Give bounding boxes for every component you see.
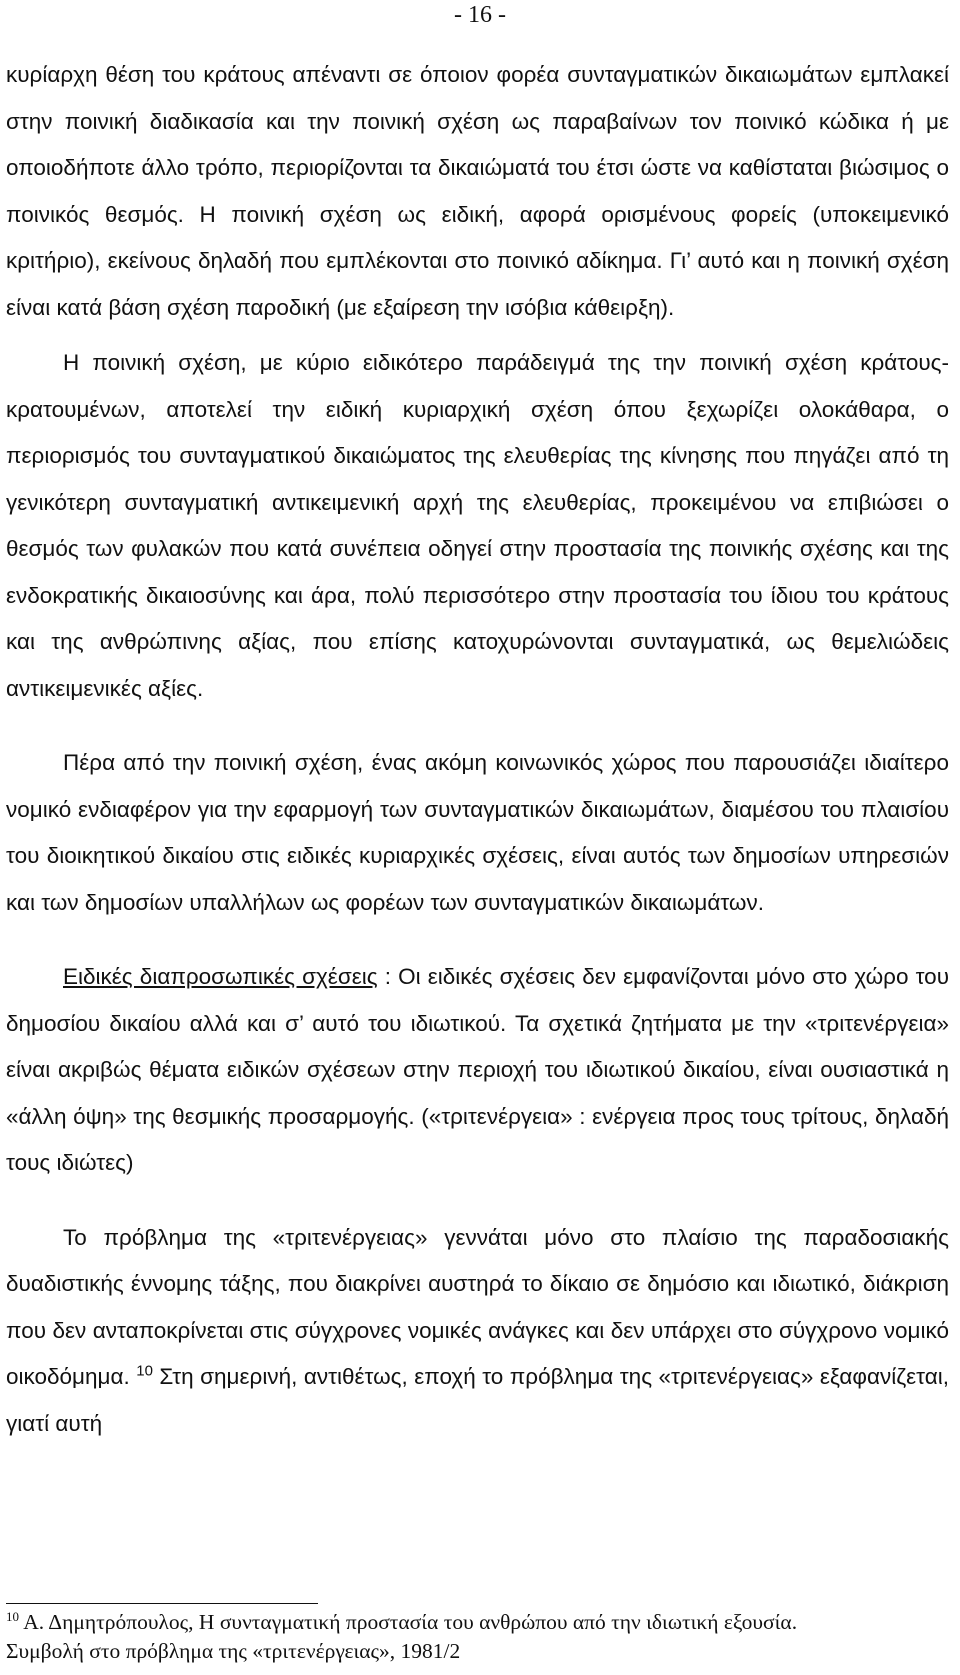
- footnote-mark: 10: [6, 1608, 19, 1624]
- footnote-divider: [6, 1603, 318, 1604]
- paragraph-5: [6, 1215, 949, 1448]
- paragraph-5-text-end: Στη σημερινή, αντιθέτως, εποχή το πρόβλημα της «τριτενέργειας» εξαφανίζεται, γιατί αυτή: [6, 1364, 949, 1436]
- paragraph-3: Πέρα από την ποινική σχέση, ένας ακόμη κοινωνικός χώρος που παρουσιάζει ιδιαίτερο νομικό ενδιαφέρον για την εφαρμογή των συνταγματικών δικαιωμάτων, διαμέσου του πλαισίου του διοικητικού δικαίου στις ειδικές κυριαρχικές σχέσεις, είναι αυτός των δημοσίων υπηρεσιών και των δημοσίων υπαλλήλων ως φορέων των συνταγματικών δικαιωμάτων.: [6, 750, 949, 915]
- paragraph-2: Η ποινική σχέση, με κύριο ειδικότερο παράδειγμά της την ποινική σχέση κράτους-κρατουμένων, αποτελεί την ειδική κυριαρχική σχέση όπου ξεχωρίζει ολοκάθαρα, ο περιορισμός του συνταγματικού δικαιώματος της ελευθερίας της κίνησης που πηγάζει από τη γενικότερη συνταγματική αντικειμενική αρχή της ελευθερίας, προκειμένου να επιβιώσει ο θεσμός των φυλακών που κατά συνέπεια οδηγεί στην προστασία της ποινικής σχέσης και της ενδοκρατικής δικαιοσύνης και άρα, πολύ περισσότερο στην προστασία του ίδιου του κράτους και της ανθρώπινης αξίας, που επίσης κατοχυρώνονται συνταγματικά, ως θεμελιώδεις αντικειμενικές αξίες.: [6, 350, 949, 701]
- paragraph-4-text: : Οι ειδικές σχέσεις δεν εμφανίζονται μόνο στο χώρο του δημοσίου δικαίου αλλά και σ’ αυτό του ιδιωτικού. Τα σχετικά ζητήματα με την «τριτενέργεια» είναι ακριβώς θέματα ειδικών σχέσεων στην περιοχή του ιδιωτικού δικαίου, είναι ουσιαστικά η «άλλη όψη» της θεσμικής προσαρμογής. («τριτενέργεια» : ενέργεια προς τους τρίτους, δηλαδή τους ιδιώτες): [6, 964, 949, 1175]
- paragraph-4: [6, 954, 949, 1187]
- footnote-text: Α. Δημητρόπουλος, Η συνταγματική προστασία του ανθρώπου από την ιδιωτική εξουσία. Συμβολή στο πρόβλημα της «τριτενέργειας», 1981/2: [6, 1610, 798, 1663]
- page-number: - 16 -: [454, 2, 506, 28]
- section-heading: Ειδικές διαπροσωπικές σχέσεις: [63, 964, 378, 989]
- footnote-reference[interactable]: 10: [136, 1362, 153, 1380]
- paragraph-5-text-start: Το πρόβλημα της «τριτενέργειας» γεννάται μόνο στο πλαίσιο της παραδοσιακής δυαδιστικής έννομης τάξης, που διακρίνει αυστηρά το δίκαιο σε δημόσιο και ιδιωτικό, διάκριση που δεν ανταποκρίνεται στις σύγχρονες νομικές ανάγκες και δεν υπάρχει στο σύγχρονο νομικό οικοδόμημα.: [6, 1224, 949, 1389]
- footnote: [6, 1608, 866, 1666]
- paragraph-1: κυρίαρχη θέση του κράτους απέναντι σε όποιον φορέα συνταγματικών δικαιωμάτων εμπλακεί στην ποινική διαδικασία και την ποινική σχέση ως παραβαίνων τον ποινικό κώδικα ή με οποιοδήποτε άλλο τρόπο, περιορίζονται τα δικαιώματά του έτσι ώστε να καθίσταται βιώσιμος ο ποινικός θεσμός. Η ποινική σχέση ως ειδική, αφορά ορισμένους φορείς (υποκειμενικό κριτήριο), εκείνους δηλαδή που εμπλέκονται στο ποινικό αδίκημα. Γι’ αυτό και η ποινική σχέση είναι κατά βάση σχέση παροδική (με εξαίρεση την ισόβια κάθειρξη).: [6, 62, 949, 320]
- body-text: [6, 52, 949, 1447]
